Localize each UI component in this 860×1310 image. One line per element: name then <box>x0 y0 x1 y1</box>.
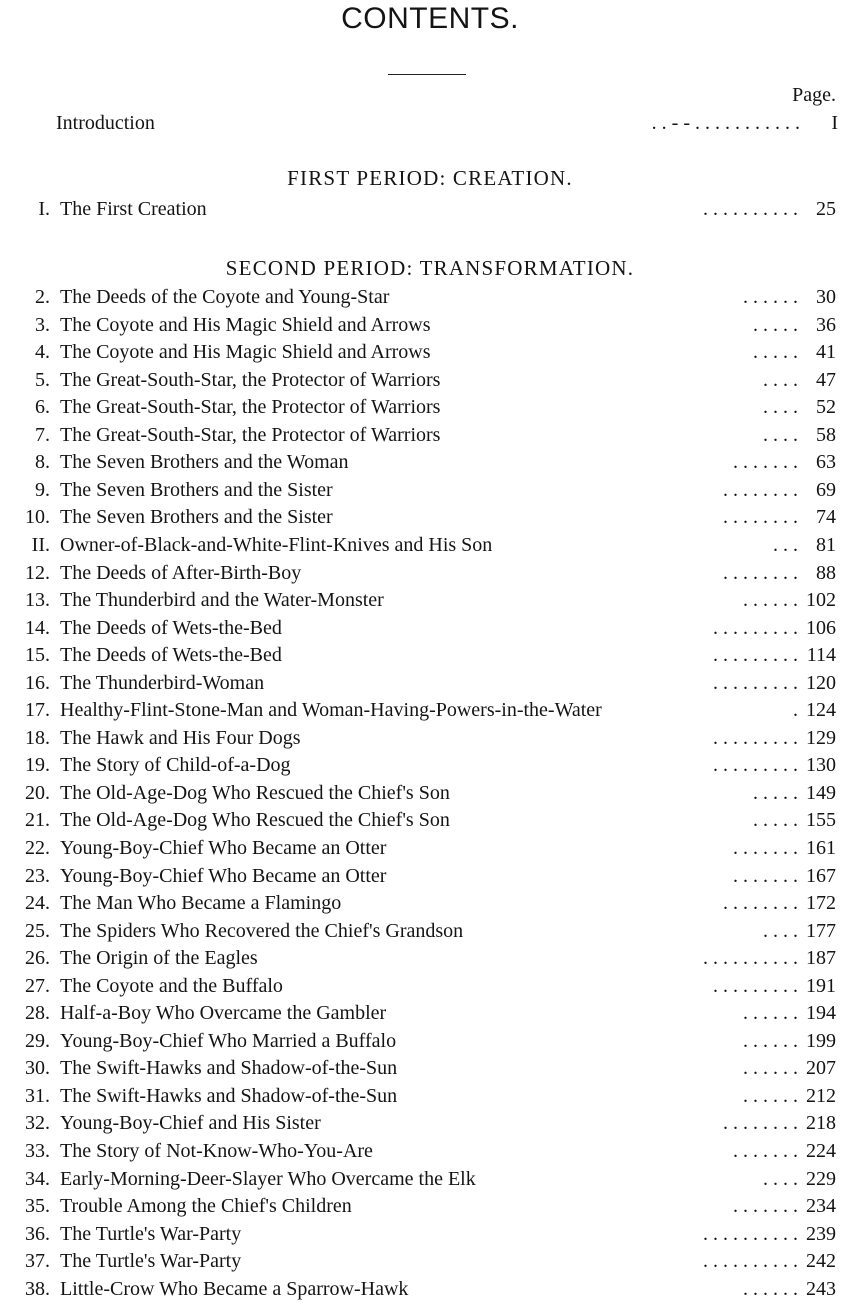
entry-title: The Seven Brothers and the Sister <box>60 479 333 501</box>
contents-entry[interactable] <box>0 865 860 892</box>
dot-leader: . . . . . . . . . . <box>703 1223 798 1245</box>
entry-number: 36. <box>25 1223 50 1245</box>
entry-title: The First Creation <box>60 198 207 220</box>
entry-number: 5. <box>35 369 50 391</box>
entry-page: 194 <box>806 1002 836 1024</box>
entry-title: The Seven Brothers and the Sister <box>60 506 333 528</box>
dot-leader: . . . . . . . . <box>723 506 798 528</box>
dot-leader: . . . . . . . <box>733 1140 798 1162</box>
entry-page: 172 <box>806 892 836 914</box>
dot-leader: . . - - . . . . . . . . . . . <box>651 112 800 134</box>
dot-leader: . . . . . . . . <box>723 562 798 584</box>
contents-entry[interactable] <box>0 341 860 368</box>
entry-page: 212 <box>806 1085 836 1107</box>
entry-page: 58 <box>816 424 836 446</box>
entry-title: Young-Boy-Chief Who Married a Buffalo <box>60 1030 397 1052</box>
entry-number: 9. <box>35 479 50 501</box>
entry-title: The Turtle's War-Party <box>60 1250 242 1272</box>
entry-page: 69 <box>816 479 836 501</box>
entry-title: The Thunderbird-Woman <box>60 672 265 694</box>
entry-title: The Story of Not-Know-Who-You-Are <box>60 1140 373 1162</box>
contents-entry[interactable] <box>0 1112 860 1139</box>
entry-page: 167 <box>806 865 836 887</box>
entry-page: 218 <box>806 1112 836 1134</box>
dot-leader: . . . . <box>763 920 798 942</box>
entry-title: The Turtle's War-Party <box>60 1223 242 1245</box>
entry-number: 8. <box>35 451 50 473</box>
entry-title: Introduction <box>56 112 155 134</box>
entry-page: 129 <box>806 727 836 749</box>
entry-title: The Swift-Hawks and Shadow-of-the-Sun <box>60 1085 398 1107</box>
contents-entry[interactable] <box>0 672 860 699</box>
contents-entry[interactable] <box>0 314 860 341</box>
entry-number: 16. <box>25 672 50 694</box>
entry-page: 114 <box>806 644 836 666</box>
contents-entry[interactable] <box>0 1195 860 1222</box>
contents-entry[interactable] <box>0 1002 860 1029</box>
entry-number: 32. <box>25 1112 50 1134</box>
contents-entry[interactable] <box>0 198 860 225</box>
dot-leader: . . . . . . . <box>733 451 798 473</box>
contents-entry[interactable] <box>0 1168 860 1195</box>
entry-page: 25 <box>816 198 836 220</box>
entry-title: The Man Who Became a Flamingo <box>60 892 342 914</box>
dot-leader: . . . . . . <box>743 1002 798 1024</box>
dot-leader: . . . . . . . . . <box>713 672 798 694</box>
dot-leader: . <box>793 699 798 721</box>
contents-entry[interactable] <box>0 617 860 644</box>
entry-page: 243 <box>806 1278 836 1300</box>
entry-number: 26. <box>25 947 50 969</box>
entry-page: 187 <box>806 947 836 969</box>
entry-number: 35. <box>25 1195 50 1217</box>
entry-title: The Origin of the Eagles <box>60 947 258 969</box>
entry-number: 23. <box>25 865 50 887</box>
entry-title: Owner-of-Black-and-White-Flint-Knives and His Son <box>60 534 493 556</box>
entry-number: 18. <box>25 727 50 749</box>
dot-leader: . . . . . . <box>743 1057 798 1079</box>
dot-leader: . . . . . . <box>743 1085 798 1107</box>
dot-leader: . . . . . . . . . <box>713 617 798 639</box>
entry-page: 120 <box>806 672 836 694</box>
contents-entry[interactable] <box>0 975 860 1002</box>
entry-number: 2. <box>35 286 50 308</box>
entry-title: The Coyote and His Magic Shield and Arrows <box>60 314 431 336</box>
entry-page: 41 <box>816 341 836 363</box>
contents-entry[interactable] <box>0 644 860 671</box>
contents-entry[interactable] <box>0 451 860 478</box>
contents-entry[interactable] <box>0 1085 860 1112</box>
entry-number: 25. <box>25 920 50 942</box>
contents-entry[interactable] <box>0 562 860 589</box>
entry-title: Trouble Among the Chief's Children <box>60 1195 352 1217</box>
contents-entry[interactable] <box>0 782 860 809</box>
entry-page: 106 <box>806 617 836 639</box>
entry-number: 30. <box>25 1057 50 1079</box>
entry-number: 27. <box>25 975 50 997</box>
dot-leader: . . . . . . . . . <box>713 975 798 997</box>
entry-page: 155 <box>806 809 836 831</box>
entry-page: 177 <box>806 920 836 942</box>
entry-page: 47 <box>816 369 836 391</box>
entry-page: 239 <box>806 1223 836 1245</box>
contents-entry[interactable] <box>0 506 860 533</box>
contents-entry[interactable] <box>0 424 860 451</box>
entry-number: 38. <box>25 1278 50 1300</box>
entry-number: 10. <box>25 506 50 528</box>
dot-leader: . . . . . <box>753 314 798 336</box>
entry-page: 102 <box>806 589 836 611</box>
contents-entry[interactable] <box>0 1057 860 1084</box>
dot-leader: . . . . . . . . . . <box>703 198 798 220</box>
entry-title: The Hawk and His Four Dogs <box>60 727 301 749</box>
entry-page: 124 <box>806 699 836 721</box>
entry-page: 63 <box>816 451 836 473</box>
entry-number: 19. <box>25 754 50 776</box>
entry-page: 74 <box>816 506 836 528</box>
entry-page: 81 <box>816 534 836 556</box>
dot-leader: . . . . . . . . . <box>713 754 798 776</box>
entry-number: 12. <box>25 562 50 584</box>
dot-leader: . . . . . . . . <box>723 892 798 914</box>
entry-page: 199 <box>806 1030 836 1052</box>
entry-number: 24. <box>25 892 50 914</box>
entry-number: II. <box>31 534 50 556</box>
entry-page: 242 <box>806 1250 836 1272</box>
entry-page: 234 <box>806 1195 836 1217</box>
dot-leader: . . . . . . . . . . <box>703 947 798 969</box>
entry-page: 191 <box>806 975 836 997</box>
entry-title: Early-Morning-Deer-Slayer Who Overcame the Elk <box>60 1168 476 1190</box>
dot-leader: . . . . . <box>753 341 798 363</box>
entry-number: 14. <box>25 617 50 639</box>
entry-title: The Old-Age-Dog Who Rescued the Chief's Son <box>60 782 450 804</box>
entry-title: Healthy-Flint-Stone-Man and Woman-Having-Powers-in-the-Water <box>60 699 602 721</box>
entry-number: 7. <box>35 424 50 446</box>
contents-entry[interactable] <box>0 920 860 947</box>
introduction-entry[interactable] <box>56 112 838 138</box>
entry-number: 29. <box>25 1030 50 1052</box>
entry-page: 207 <box>806 1057 836 1079</box>
entry-title: The Story of Child-of-a-Dog <box>60 754 291 776</box>
entry-number: I. <box>38 198 50 220</box>
dot-leader: . . . . . . . <box>733 865 798 887</box>
entry-title: The Swift-Hawks and Shadow-of-the-Sun <box>60 1057 398 1079</box>
dot-leader: . . . . <box>763 396 798 418</box>
entry-number: 13. <box>25 589 50 611</box>
contents-entry[interactable] <box>0 892 860 919</box>
entry-number: 34. <box>25 1168 50 1190</box>
dot-leader: . . . . . . <box>743 286 798 308</box>
entry-title: The Coyote and the Buffalo <box>60 975 283 997</box>
entry-title: The Coyote and His Magic Shield and Arrows <box>60 341 431 363</box>
entry-page: 149 <box>806 782 836 804</box>
entry-number: 28. <box>25 1002 50 1024</box>
entry-title: The Deeds of Wets-the-Bed <box>60 617 282 639</box>
title-rule <box>388 74 466 75</box>
dot-leader: . . . . . . . <box>733 837 798 859</box>
dot-leader: . . . . <box>763 424 798 446</box>
entry-number: 20. <box>25 782 50 804</box>
contents-entry[interactable] <box>0 1223 860 1250</box>
contents-entry[interactable] <box>0 286 860 313</box>
entry-number: 15. <box>25 644 50 666</box>
entry-title: Young-Boy-Chief Who Became an Otter <box>60 865 387 887</box>
page-column-label: Page. <box>792 84 836 106</box>
entry-title: The Great-South-Star, the Protector of Warriors <box>60 424 441 446</box>
entry-page: 88 <box>816 562 836 584</box>
entry-page: 52 <box>816 396 836 418</box>
dot-leader: . . . . . . . <box>733 1195 798 1217</box>
contents-entry[interactable] <box>0 809 860 836</box>
entry-page: 30 <box>816 286 836 308</box>
page-title: CONTENTS. <box>341 2 519 35</box>
contents-entry[interactable] <box>0 1250 860 1277</box>
dot-leader: . . . . . . . . <box>723 479 798 501</box>
period-heading-second: SECOND PERIOD: TRANSFORMATION. <box>225 256 635 280</box>
entry-page: 161 <box>806 837 836 859</box>
contents-entry[interactable] <box>0 754 860 781</box>
entry-title: Half-a-Boy Who Overcame the Gambler <box>60 1002 387 1024</box>
dot-leader: . . . . . . <box>743 589 798 611</box>
entry-title: The Thunderbird and the Water-Monster <box>60 589 384 611</box>
contents-entry[interactable] <box>0 589 860 616</box>
entry-number: 6. <box>35 396 50 418</box>
dot-leader: . . . . . <box>753 782 798 804</box>
entry-title: The Spiders Who Recovered the Chief's Grandson <box>60 920 464 942</box>
entry-number: 22. <box>25 837 50 859</box>
entry-number: 31. <box>25 1085 50 1107</box>
contents-entry[interactable] <box>0 1140 860 1167</box>
entry-number: 21. <box>25 809 50 831</box>
dot-leader: . . . <box>773 534 798 556</box>
entry-page: 229 <box>806 1168 836 1190</box>
entry-title: Young-Boy-Chief Who Became an Otter <box>60 837 387 859</box>
period-heading-first: FIRST PERIOD: CREATION. <box>287 166 573 190</box>
contents-entry[interactable] <box>0 727 860 754</box>
entry-title: The Old-Age-Dog Who Rescued the Chief's Son <box>60 809 450 831</box>
entry-title: The Deeds of Wets-the-Bed <box>60 644 282 666</box>
contents-entry[interactable] <box>0 947 860 974</box>
contents-entry[interactable] <box>0 1030 860 1057</box>
entry-page: 36 <box>816 314 836 336</box>
contents-entry[interactable] <box>0 837 860 864</box>
dot-leader: . . . . . . <box>743 1278 798 1300</box>
entry-title: The Great-South-Star, the Protector of Warriors <box>60 369 441 391</box>
dot-leader: . . . . . . . . . . <box>703 1250 798 1272</box>
entry-page: 224 <box>806 1140 836 1162</box>
entry-number: 17. <box>25 699 50 721</box>
contents-entry[interactable] <box>0 369 860 396</box>
entry-title: The Seven Brothers and the Woman <box>60 451 349 473</box>
dot-leader: . . . . . . . . . <box>713 644 798 666</box>
entry-number: 33. <box>25 1140 50 1162</box>
entry-title: Young-Boy-Chief and His Sister <box>60 1112 321 1134</box>
dot-leader: . . . . . . . . . <box>713 727 798 749</box>
dot-leader: . . . . <box>763 1168 798 1190</box>
entry-page: I <box>831 112 838 134</box>
entry-number: 3. <box>35 314 50 336</box>
contents-entry[interactable] <box>0 396 860 423</box>
contents-entry[interactable] <box>0 479 860 506</box>
entry-title: The Great-South-Star, the Protector of Warriors <box>60 396 441 418</box>
entry-number: 37. <box>25 1250 50 1272</box>
entry-number: 4. <box>35 341 50 363</box>
dot-leader: . . . . <box>763 369 798 391</box>
contents-entry[interactable] <box>0 699 860 726</box>
entry-title: The Deeds of the Coyote and Young-Star <box>60 286 390 308</box>
contents-entry[interactable] <box>0 1278 860 1305</box>
dot-leader: . . . . . . <box>743 1030 798 1052</box>
entry-title: Little-Crow Who Became a Sparrow-Hawk <box>60 1278 409 1300</box>
entry-title: The Deeds of After-Birth-Boy <box>60 562 302 584</box>
contents-entry[interactable] <box>0 534 860 561</box>
entry-page: 130 <box>806 754 836 776</box>
dot-leader: . . . . . . . . <box>723 1112 798 1134</box>
dot-leader: . . . . . <box>753 809 798 831</box>
